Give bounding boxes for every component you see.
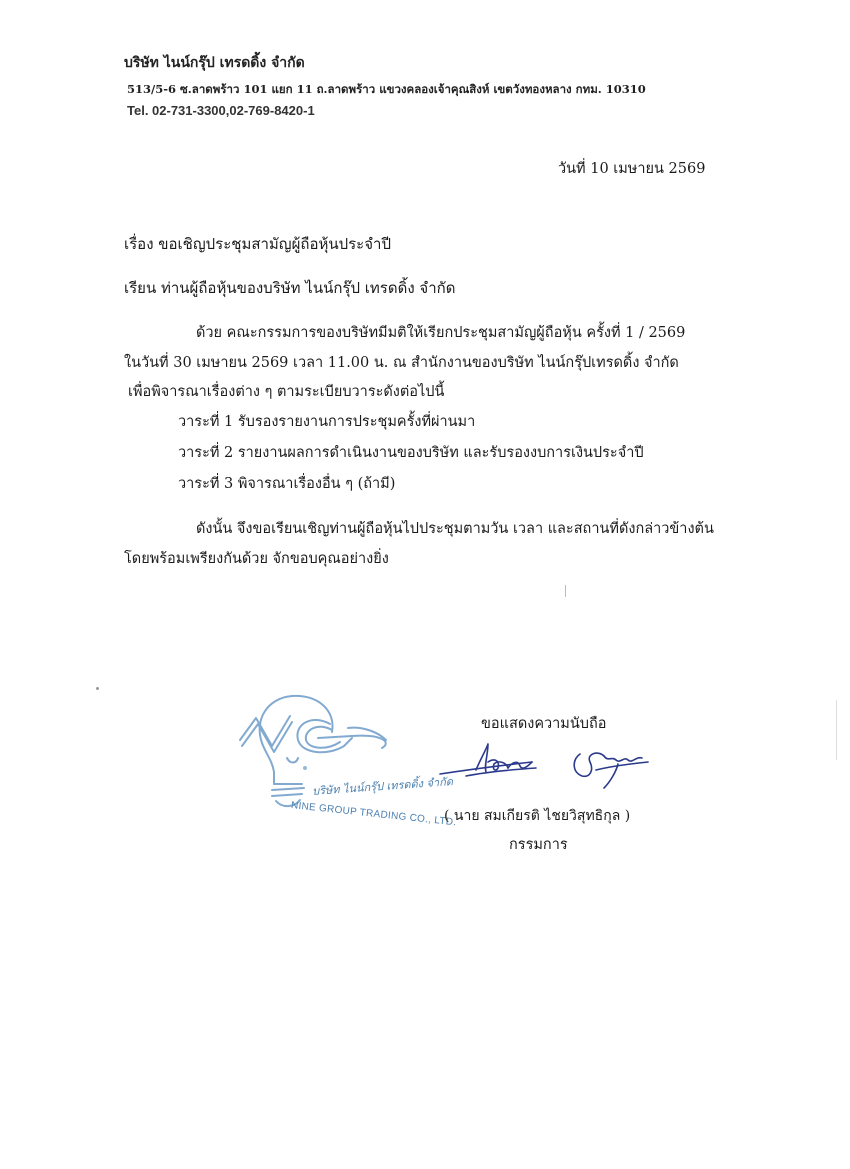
stamp-company-en: NINE GROUP TRADING CO., LTD. [290,800,457,829]
scan-speck [565,585,566,597]
closing-line: ดังนั้น จึงขอเรียนเชิญท่านผู้ถือหุ้นไปประชุมตามวัน เวลา และสถานที่ดังกล่าวข้างต้น [196,521,714,537]
signature-left [436,740,546,785]
signature-right [568,742,653,792]
letter-subject: เรื่อง ขอเชิญประชุมสามัญผู้ถือหุ้นประจำปี [124,235,391,253]
company-tel: Tel. 02-731-3300,02-769-8420-1 [127,103,315,118]
body-line: ด้วย คณะกรรมการของบริษัทมีมติให้เรียกประชุมสามัญผู้ถือหุ้น ครั้งที่ 1 / 2569 [196,325,686,341]
closing-line: โดยพร้อมเพรียงกันด้วย จักขอบคุณอย่างยิ่ง [124,551,389,567]
company-address: 513/5-6 ซ.ลาดพร้าว 101 แยก 11 ถ.ลาดพร้าว แขวงคลองเจ้าคุณสิงห์ เขตวังทองหลาง กทม. 10310 [127,82,646,96]
letter-date: วันที่ 10 เมษายน 2569 [558,161,706,177]
scan-speck [836,700,837,760]
agenda-item-1: วาระที่ 1 รับรองรายงานการประชุมครั้งที่ผ่านมา [178,414,476,430]
body-line: เพื่อพิจารณาเรื่องต่าง ๆ ตามระเบียบวาระดังต่อไปนี้ [128,384,445,400]
company-name: บริษัท ไนน์กรุ๊ป เทรดดิ้ง จำกัด [124,55,305,71]
stamp-company-th: บริษัท ไนน์กรุ๊ป เทรดดิ้ง จำกัด [311,775,454,798]
signer-title: กรรมการ [509,837,568,853]
regards-text: ขอแสดงความนับถือ [481,716,607,732]
letter-salutation: เรียน ท่านผู้ถือหุ้นของบริษัท ไนน์กรุ๊ป เทรดดิ้ง จำกัด [124,279,456,297]
agenda-item-2: วาระที่ 2 รายงานผลการดำเนินงานของบริษัท และรับรองงบการเงินประจำปี [178,445,644,461]
signer-name: ( นาย สมเกียรติ ไชยวิสุทธิกุล ) [444,808,631,824]
scan-speck [96,687,99,690]
body-line: ในวันที่ 30 เมษายน 2569 เวลา 11.00 น. ณ สำนักงานของบริษัท ไนน์กรุ๊ปเทรดดิ้ง จำกัด [124,355,679,371]
agenda-item-3: วาระที่ 3 พิจารณาเรื่องอื่น ๆ (ถ้ามี) [178,476,396,492]
